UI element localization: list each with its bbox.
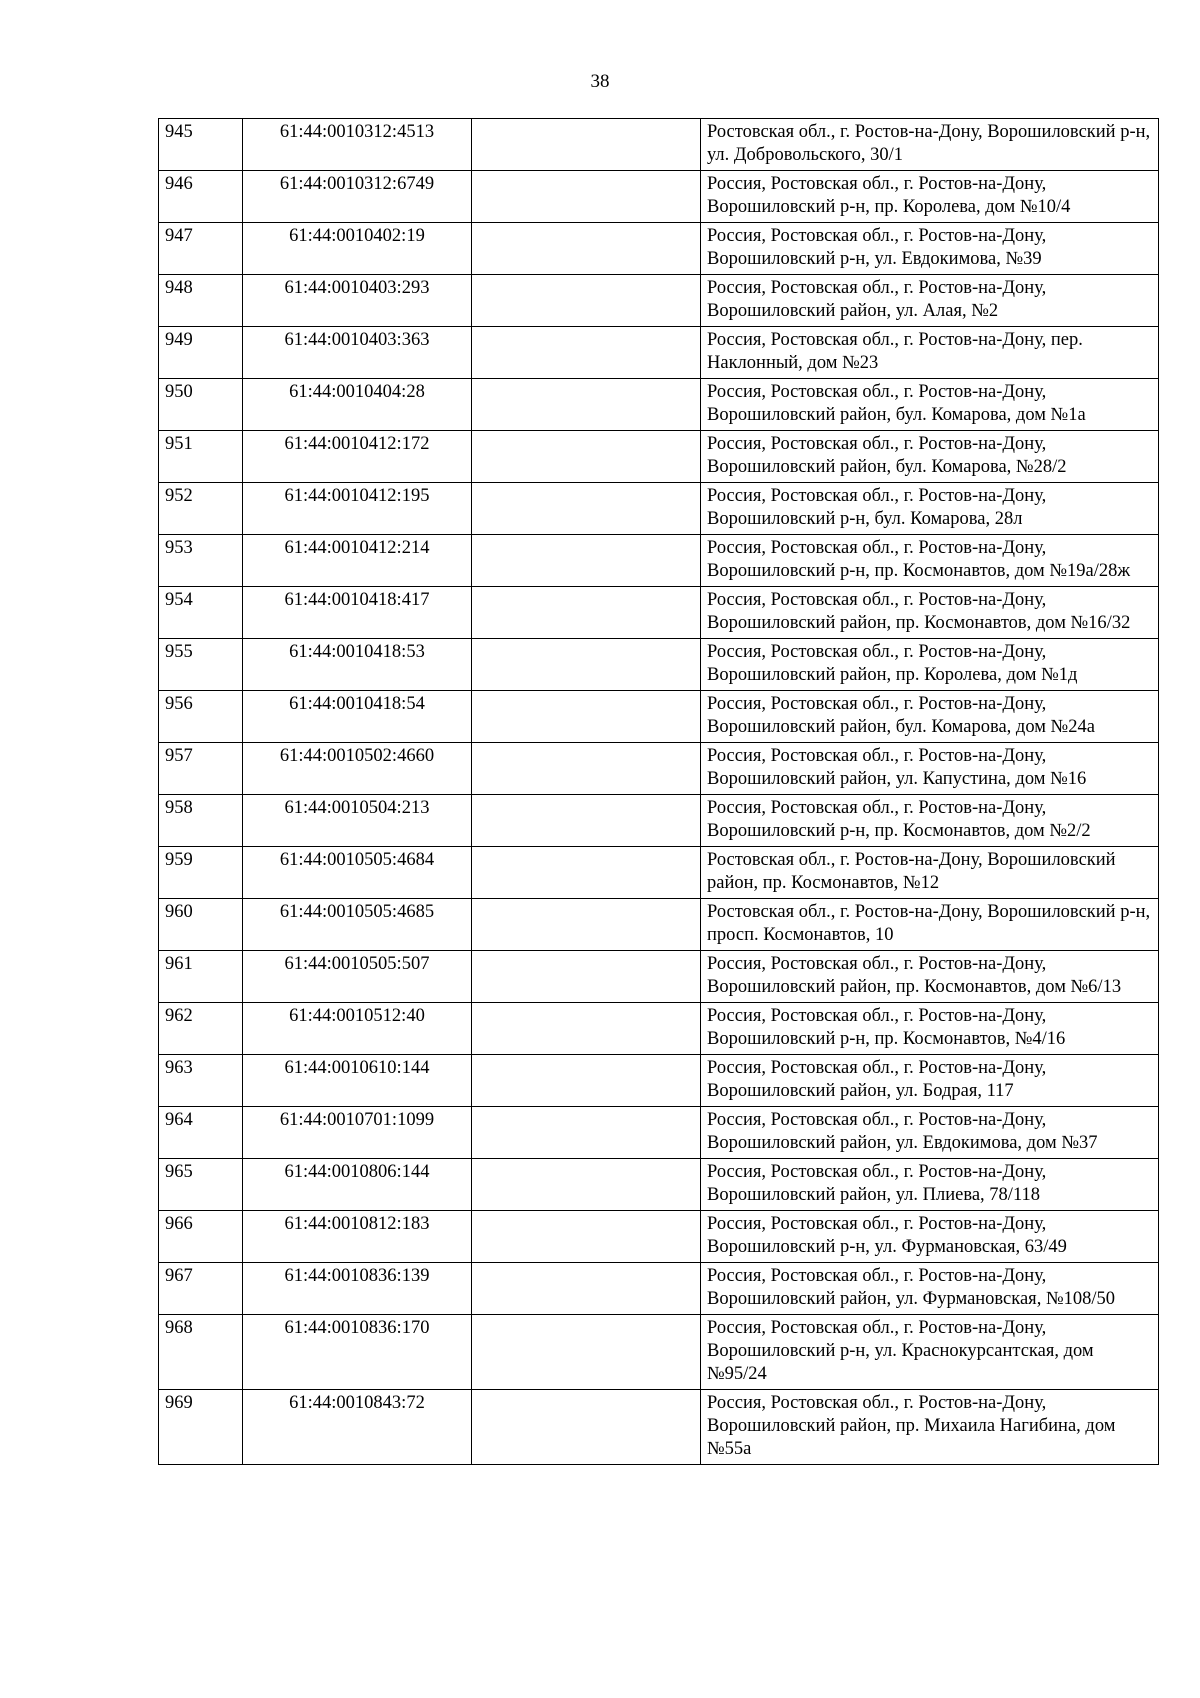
empty-cell (472, 795, 701, 847)
address-cell: Россия, Ростовская обл., г. Ростов-на-Дону, Ворошиловский р-н, бул. Комарова, 28л (701, 483, 1159, 535)
empty-cell (472, 1055, 701, 1107)
table-row (159, 535, 1159, 587)
cadastral-number-cell: 61:44:0010812:183 (243, 1211, 472, 1263)
address-cell: Россия, Ростовская обл., г. Ростов-на-Дону, пер. Наклонный, дом №23 (701, 327, 1159, 379)
cadastral-number-cell: 61:44:0010504:213 (243, 795, 472, 847)
cadastral-number-cell: 61:44:0010836:170 (243, 1315, 472, 1390)
table-row (159, 639, 1159, 691)
address-cell: Россия, Ростовская обл., г. Ростов-на-Дону, Ворошиловский район, пр. Космонавтов, дом №16/32 (701, 587, 1159, 639)
address-cell: Россия, Ростовская обл., г. Ростов-на-Дону, Ворошиловский район, ул. Капустина, дом №16 (701, 743, 1159, 795)
cadastral-number-cell: 61:44:0010403:363 (243, 327, 472, 379)
table-row (159, 587, 1159, 639)
table-row (159, 1211, 1159, 1263)
address-cell: Россия, Ростовская обл., г. Ростов-на-Дону, Ворошиловский район, пр. Королева, дом №1д (701, 639, 1159, 691)
page-number: 38 (590, 71, 610, 92)
table-row (159, 1390, 1159, 1465)
row-number-cell: 965 (159, 1159, 243, 1211)
row-number-cell: 950 (159, 379, 243, 431)
row-number-cell: 969 (159, 1390, 243, 1465)
row-number-cell: 966 (159, 1211, 243, 1263)
table-row (159, 1263, 1159, 1315)
table-row (159, 691, 1159, 743)
row-number-cell: 967 (159, 1263, 243, 1315)
empty-cell (472, 899, 701, 951)
empty-cell (472, 1390, 701, 1465)
address-cell: Россия, Ростовская обл., г. Ростов-на-Дону, Ворошиловский район, ул. Алая, №2 (701, 275, 1159, 327)
table-row (159, 1315, 1159, 1390)
empty-cell (472, 639, 701, 691)
empty-cell (472, 379, 701, 431)
empty-cell (472, 847, 701, 899)
table-row (159, 847, 1159, 899)
address-cell: Россия, Ростовская обл., г. Ростов-на-Дону, Ворошиловский район, бул. Комарова, дом №1а (701, 379, 1159, 431)
table-row (159, 1055, 1159, 1107)
cadastral-number-cell: 61:44:0010806:144 (243, 1159, 472, 1211)
empty-cell (472, 483, 701, 535)
row-number-cell: 968 (159, 1315, 243, 1390)
empty-cell (472, 223, 701, 275)
address-cell: Россия, Ростовская обл., г. Ростов-на-Дону, Ворошиловский р-н, ул. Евдокимова, №39 (701, 223, 1159, 275)
row-number-cell: 958 (159, 795, 243, 847)
cadastral-number-cell: 61:44:0010836:139 (243, 1263, 472, 1315)
row-number-cell: 947 (159, 223, 243, 275)
cadastral-number-cell: 61:44:0010418:53 (243, 639, 472, 691)
table-row (159, 1159, 1159, 1211)
row-number-cell: 963 (159, 1055, 243, 1107)
table-row (159, 951, 1159, 1003)
cadastral-number-cell: 61:44:0010701:1099 (243, 1107, 472, 1159)
cadastral-number-cell: 61:44:0010412:195 (243, 483, 472, 535)
cadastral-number-cell: 61:44:0010412:214 (243, 535, 472, 587)
address-cell: Ростовская обл., г. Ростов-на-Дону, Ворошиловский р-н, просп. Космонавтов, 10 (701, 899, 1159, 951)
table-row (159, 483, 1159, 535)
table-row (159, 431, 1159, 483)
address-cell: Россия, Ростовская обл., г. Ростов-на-Дону, Ворошиловский район, ул. Плиева, 78/118 (701, 1159, 1159, 1211)
cadastral-number-cell: 61:44:0010403:293 (243, 275, 472, 327)
address-cell: Россия, Ростовская обл., г. Ростов-на-Дону, Ворошиловский район, ул. Фурмановская, №108/50 (701, 1263, 1159, 1315)
address-cell: Ростовская обл., г. Ростов-на-Дону, Ворошиловский район, пр. Космонавтов, №12 (701, 847, 1159, 899)
cadastral-number-cell: 61:44:0010512:40 (243, 1003, 472, 1055)
address-cell: Россия, Ростовская обл., г. Ростов-на-Дону, Ворошиловский район, ул. Бодрая, 117 (701, 1055, 1159, 1107)
row-number-cell: 960 (159, 899, 243, 951)
row-number-cell: 948 (159, 275, 243, 327)
empty-cell (472, 587, 701, 639)
address-cell: Россия, Ростовская обл., г. Ростов-на-Дону, Ворошиловский район, пр. Космонавтов, дом №6/13 (701, 951, 1159, 1003)
address-cell: Россия, Ростовская обл., г. Ростов-на-Дону, Ворошиловский р-н, пр. Космонавтов, дом №2/2 (701, 795, 1159, 847)
address-cell: Россия, Ростовская обл., г. Ростов-на-Дону, Ворошиловский район, пр. Михаила Нагибина, дом №55а (701, 1390, 1159, 1465)
table-row (159, 899, 1159, 951)
table-row (159, 379, 1159, 431)
cadastral-number-cell: 61:44:0010505:4685 (243, 899, 472, 951)
row-number-cell: 961 (159, 951, 243, 1003)
table-row (159, 223, 1159, 275)
empty-cell (472, 171, 701, 223)
cadastral-number-cell: 61:44:0010312:4513 (243, 119, 472, 171)
row-number-cell: 946 (159, 171, 243, 223)
address-cell: Россия, Ростовская обл., г. Ростов-на-Дону, Ворошиловский район, бул. Комарова, дом №24а (701, 691, 1159, 743)
address-cell: Россия, Ростовская обл., г. Ростов-на-Дону, Ворошиловский район, ул. Евдокимова, дом №37 (701, 1107, 1159, 1159)
cadastral-number-cell: 61:44:0010418:417 (243, 587, 472, 639)
row-number-cell: 952 (159, 483, 243, 535)
empty-cell (472, 743, 701, 795)
empty-cell (472, 1003, 701, 1055)
row-number-cell: 957 (159, 743, 243, 795)
cadastral-number-cell: 61:44:0010312:6749 (243, 171, 472, 223)
row-number-cell: 954 (159, 587, 243, 639)
cadastral-number-cell: 61:44:0010418:54 (243, 691, 472, 743)
row-number-cell: 949 (159, 327, 243, 379)
empty-cell (472, 1315, 701, 1390)
registry-table-body (159, 119, 1159, 1465)
row-number-cell: 962 (159, 1003, 243, 1055)
empty-cell (472, 431, 701, 483)
address-cell: Россия, Ростовская обл., г. Ростов-на-Дону, Ворошиловский р-н, пр. Космонавтов, дом №19а/28ж (701, 535, 1159, 587)
empty-cell (472, 1159, 701, 1211)
cadastral-number-cell: 61:44:0010505:4684 (243, 847, 472, 899)
address-cell: Россия, Ростовская обл., г. Ростов-на-Дону, Ворошиловский р-н, ул. Фурмановская, 63/49 (701, 1211, 1159, 1263)
table-row (159, 119, 1159, 171)
address-cell: Ростовская обл., г. Ростов-на-Дону, Ворошиловский р-н, ул. Добровольского, 30/1 (701, 119, 1159, 171)
empty-cell (472, 535, 701, 587)
empty-cell (472, 1211, 701, 1263)
empty-cell (472, 327, 701, 379)
address-cell: Россия, Ростовская обл., г. Ростов-на-Дону, Ворошиловский р-н, ул. Краснокурсантская, дом №95/24 (701, 1315, 1159, 1390)
cadastral-number-cell: 61:44:0010843:72 (243, 1390, 472, 1465)
cadastral-number-cell: 61:44:0010505:507 (243, 951, 472, 1003)
table-row (159, 743, 1159, 795)
empty-cell (472, 1107, 701, 1159)
address-cell: Россия, Ростовская обл., г. Ростов-на-Дону, Ворошиловский р-н, пр. Космонавтов, №4/16 (701, 1003, 1159, 1055)
address-cell: Россия, Ростовская обл., г. Ростов-на-Дону, Ворошиловский район, бул. Комарова, №28/2 (701, 431, 1159, 483)
row-number-cell: 945 (159, 119, 243, 171)
row-number-cell: 956 (159, 691, 243, 743)
table-row (159, 1003, 1159, 1055)
empty-cell (472, 275, 701, 327)
cadastral-number-cell: 61:44:0010402:19 (243, 223, 472, 275)
row-number-cell: 959 (159, 847, 243, 899)
cadastral-number-cell: 61:44:0010404:28 (243, 379, 472, 431)
row-number-cell: 953 (159, 535, 243, 587)
empty-cell (472, 1263, 701, 1315)
table-row (159, 171, 1159, 223)
row-number-cell: 955 (159, 639, 243, 691)
table-row (159, 1107, 1159, 1159)
table-row (159, 795, 1159, 847)
cadastral-number-cell: 61:44:0010610:144 (243, 1055, 472, 1107)
registry-table (158, 118, 1159, 1465)
cadastral-number-cell: 61:44:0010502:4660 (243, 743, 472, 795)
table-row (159, 275, 1159, 327)
row-number-cell: 951 (159, 431, 243, 483)
row-number-cell: 964 (159, 1107, 243, 1159)
empty-cell (472, 951, 701, 1003)
empty-cell (472, 691, 701, 743)
address-cell: Россия, Ростовская обл., г. Ростов-на-Дону, Ворошиловский р-н, пр. Королева, дом №10/4 (701, 171, 1159, 223)
cadastral-number-cell: 61:44:0010412:172 (243, 431, 472, 483)
table-row (159, 327, 1159, 379)
empty-cell (472, 119, 701, 171)
